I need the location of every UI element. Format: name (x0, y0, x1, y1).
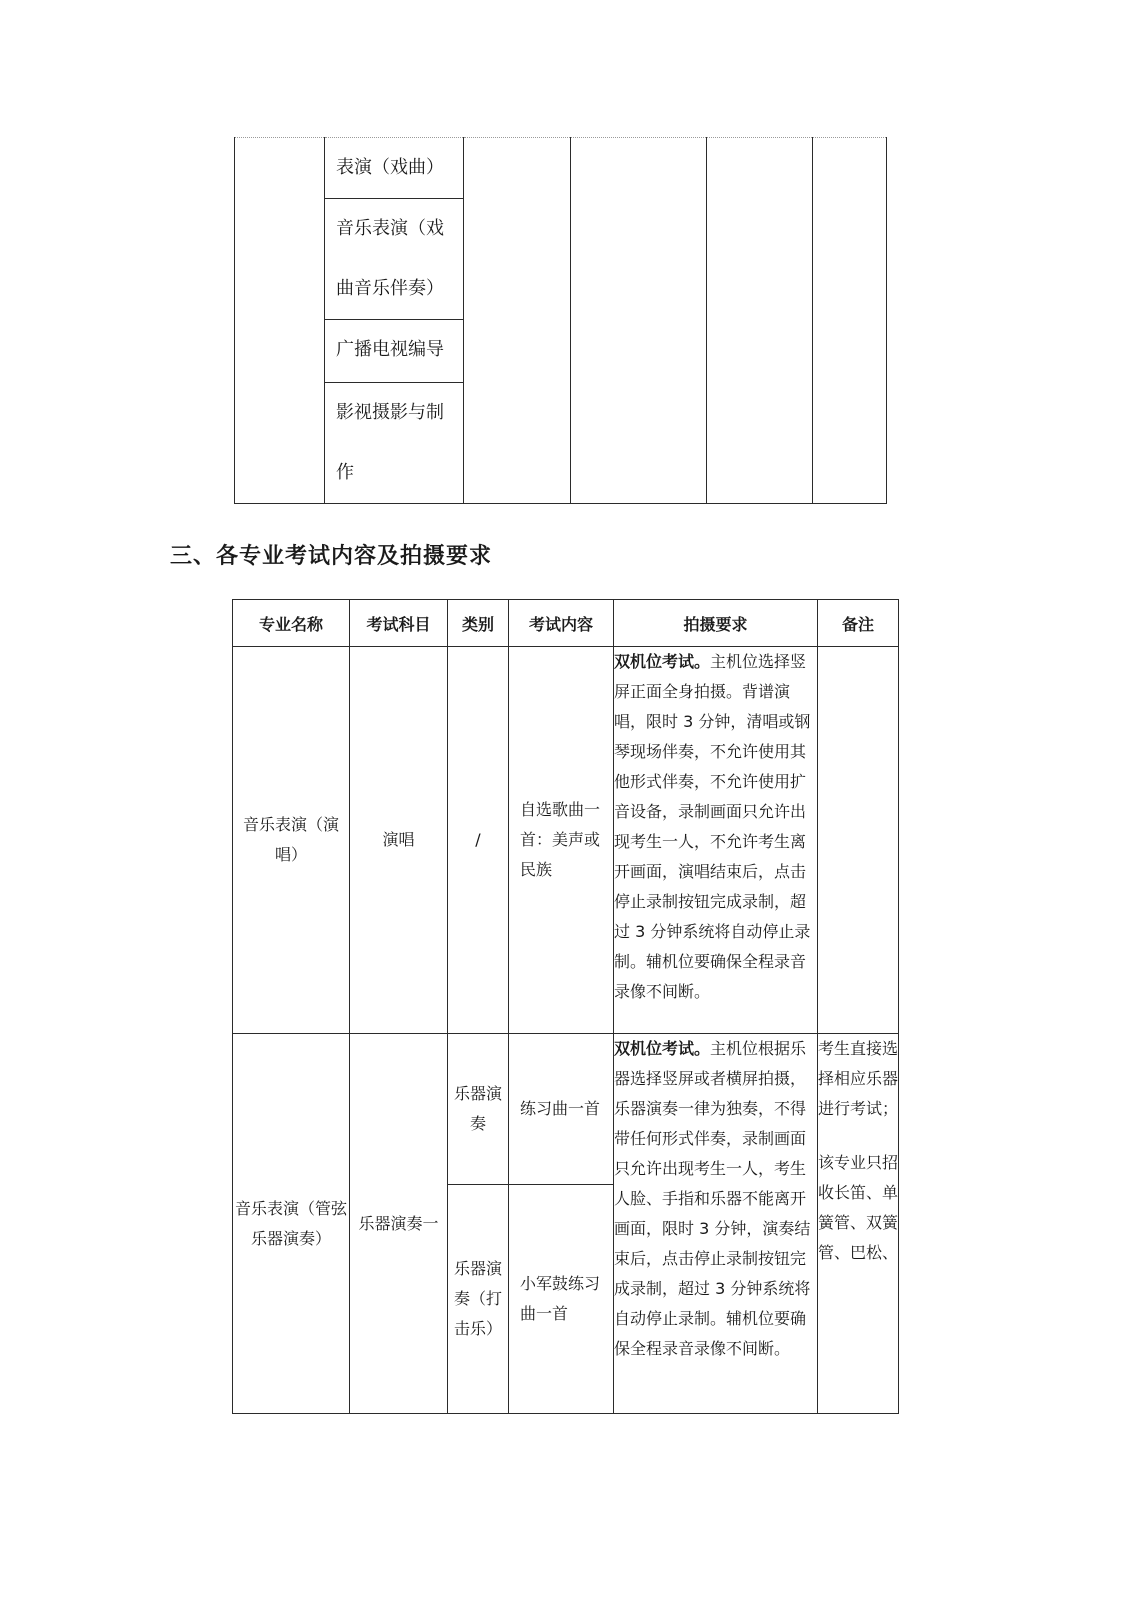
table-cell (325, 383, 464, 504)
table-cell (325, 320, 464, 383)
column-header: 专业名称 (233, 600, 350, 647)
category-cell: 乐器演奏 (448, 1034, 509, 1185)
content-cell: 自选歌曲一首：美声或民族 (509, 647, 614, 1034)
column-header: 拍摄要求 (614, 600, 818, 647)
category-cell: 乐器演奏（打击乐） (448, 1185, 509, 1414)
column-header: 类别 (448, 600, 509, 647)
section-heading: 三、各专业考试内容及拍摄要求 (170, 544, 493, 569)
table-row (233, 1034, 899, 1185)
column-header: 备注 (818, 600, 899, 647)
major-name: 广播电视编导 (336, 339, 444, 360)
content-cell: 小军鼓练习曲一首 (509, 1185, 614, 1414)
table-row (233, 647, 899, 1034)
table-header-row (233, 600, 899, 647)
note-text: 该专业只招收长笛、单簧管、双簧管、巴松、 (818, 1153, 899, 1262)
requirements-text: 主机位根据乐器选择竖屏或者横屏拍摄，乐器演奏一律为独奏，不得带任何形式伴奏，录制画面只允许出现考生一人，考生人脸、手指和乐器不能离开画面，限时 3 分钟，演奏结束后，点击停止录制按钮完成录制，超过 3 分钟系统将自动停止录制。辅机位要确保全程录音录像不间断。 (614, 1039, 811, 1358)
notes-cell (818, 647, 899, 1034)
table-cell (325, 199, 464, 320)
requirements-cell (614, 647, 818, 1034)
subject-cell: 演唱 (350, 647, 448, 1034)
requirements-text: 主机位选择竖屏正面全身拍摄。背谱演唱，限时 3 分钟，清唱或钢琴现场伴奏，不允许使用其他形式伴奏，不允许使用扩音设备，录制画面只允许出现考生一人，不允许考生离开画面，演唱结束后，点击停止录制按钮完成录制，超过 3 分钟系统将自动停止录制。辅机位要确保全程录音录像不间断。 (614, 652, 811, 1001)
major-cell: 音乐表演（演唱） (233, 647, 350, 1034)
major-cell: 音乐表演（管弦乐器演奏） (233, 1034, 350, 1414)
previous-table (234, 137, 887, 504)
table-cell (325, 138, 464, 199)
table-cell (813, 138, 887, 504)
major-name: 影视摄影与制作 (336, 402, 444, 483)
table-cell (235, 138, 325, 504)
category-cell: / (448, 647, 509, 1034)
requirements-lead: 双机位考试。 (614, 1039, 711, 1058)
major-name: 音乐表演（戏曲音乐伴奏） (336, 218, 444, 299)
content-cell: 练习曲一首 (509, 1034, 614, 1185)
table-cell (464, 138, 571, 504)
notes-cell (818, 1034, 899, 1414)
table-cell (571, 138, 707, 504)
table-cell (707, 138, 813, 504)
subject-cell: 乐器演奏一 (350, 1034, 448, 1414)
exam-requirements-table (232, 599, 899, 1414)
requirements-lead: 双机位考试。 (614, 652, 711, 671)
note-text: 考生直接选择相应乐器进行考试； (818, 1039, 899, 1118)
major-name: 表演（戏曲） (336, 157, 444, 178)
table-row (235, 138, 887, 199)
column-header: 考试科目 (350, 600, 448, 647)
column-header: 考试内容 (509, 600, 614, 647)
requirements-cell (614, 1034, 818, 1414)
